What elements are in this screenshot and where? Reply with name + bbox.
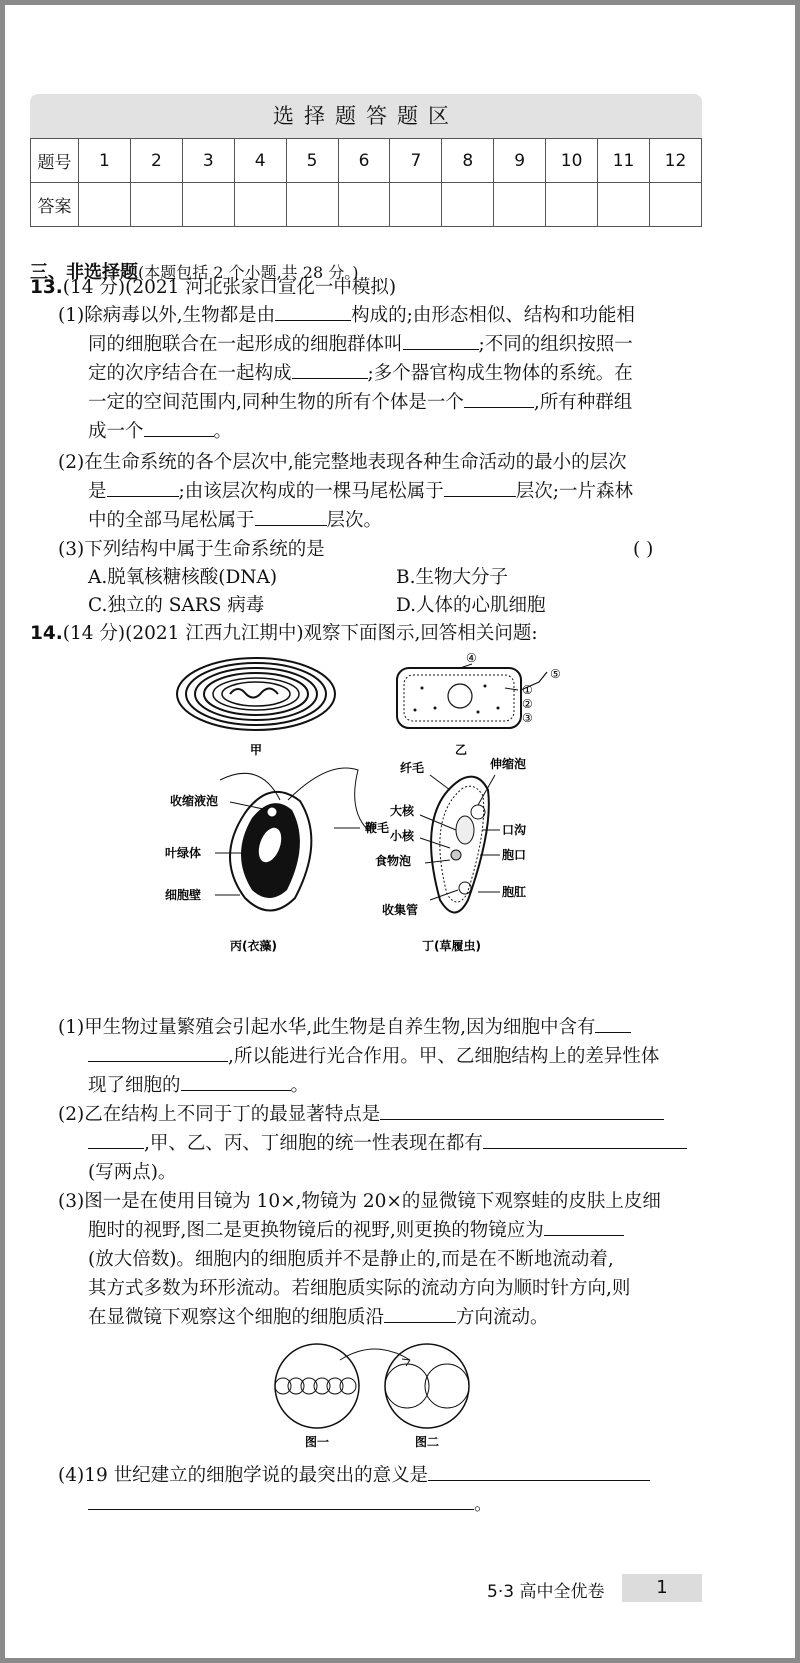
answer-blank[interactable] xyxy=(444,478,516,497)
q14-p1-line2 xyxy=(88,1042,659,1071)
book-title: 5·3 高中全优卷 xyxy=(487,1582,605,1602)
label-shensuopao: 伸缩泡 xyxy=(490,757,527,771)
text: 。 xyxy=(213,421,233,442)
q13-p1-line5 xyxy=(88,417,232,446)
label-baokou: 胞口 xyxy=(502,848,527,862)
label-shiwupao: 食物泡 xyxy=(375,854,412,868)
text: 中的全部马尾松属于 xyxy=(88,510,255,531)
option-a: A.脱氧核糖核酸(DNA) xyxy=(88,567,278,588)
label-n1: ① xyxy=(522,683,533,697)
text: (1)除病毒以外,生物都是由 xyxy=(58,305,276,326)
label-yi: 乙 xyxy=(455,743,468,757)
qnum-cell: 5 xyxy=(286,139,338,183)
label-xibaobi: 细胞壁 xyxy=(165,888,202,902)
label-fig2: 图二 xyxy=(415,1435,440,1448)
figure-ding xyxy=(375,756,526,953)
text: ,甲、乙、丙、丁细胞的统一性表现在都有 xyxy=(144,1133,483,1154)
answer-cell[interactable] xyxy=(286,183,338,227)
answer-blank[interactable] xyxy=(464,389,534,408)
q13-p2-line3 xyxy=(88,506,382,535)
text: ;不同的组织按照一 xyxy=(478,334,633,355)
option-c: C.独立的 SARS 病毒 xyxy=(88,595,265,616)
q14-p4-line2 xyxy=(88,1490,493,1519)
q14-number: 14. xyxy=(30,623,63,644)
microscope-figures xyxy=(270,1338,500,1448)
row-label: 题号 xyxy=(31,139,79,183)
q14-header xyxy=(30,619,538,648)
qnum-cell: 2 xyxy=(130,139,182,183)
label-n4: ④ xyxy=(466,651,477,665)
q13-p3-answer-paren[interactable]: ( ) xyxy=(633,539,654,560)
q13-header xyxy=(30,273,396,302)
q13-p3-stem: (3)下列结构中属于生命系统的是 xyxy=(58,539,325,560)
answer-cell[interactable] xyxy=(234,183,286,227)
answer-blank[interactable] xyxy=(428,1462,650,1481)
label-yelvti: 叶绿体 xyxy=(165,846,202,860)
q14-p1-line3 xyxy=(88,1071,309,1100)
label-dahe: 大核 xyxy=(390,804,415,818)
figure-yi xyxy=(397,651,561,757)
text: 一定的空间范围内,同种生物的所有个体是一个 xyxy=(88,392,464,413)
label-n3: ③ xyxy=(522,711,533,725)
q13-p1-line1 xyxy=(58,301,635,330)
q14-p2-line2 xyxy=(88,1129,687,1158)
answer-cell[interactable] xyxy=(130,183,182,227)
figure-bing xyxy=(165,768,389,953)
label-jia: 甲 xyxy=(250,743,263,757)
answer-blank[interactable] xyxy=(181,1072,291,1091)
answer-cell[interactable] xyxy=(390,183,442,227)
qnum-cell: 3 xyxy=(182,139,234,183)
text: 是 xyxy=(88,481,107,502)
label-fig1: 图一 xyxy=(305,1435,330,1448)
section-note: (本题包括 2 个小题,共 28 分。) xyxy=(138,263,359,282)
answer-blank[interactable] xyxy=(292,360,368,379)
label-n2: ② xyxy=(522,697,533,711)
label-baogang: 胞肛 xyxy=(502,885,527,899)
qnum-cell: 11 xyxy=(598,139,650,183)
figure-jia xyxy=(177,658,335,757)
qnum-cell: 8 xyxy=(442,139,494,183)
answer-blank[interactable] xyxy=(88,1130,144,1149)
q14-p3-line2 xyxy=(88,1216,624,1245)
qnum-cell: 6 xyxy=(338,139,390,183)
text: 现了细胞的 xyxy=(88,1075,181,1096)
label-bianmao: 鞭毛 xyxy=(365,821,390,835)
answer-cell[interactable] xyxy=(598,183,650,227)
label-xianmao: 纤毛 xyxy=(400,761,425,775)
q14-p4-line1 xyxy=(58,1461,650,1490)
text: 定的次序结合在一起构成 xyxy=(88,363,292,384)
answer-cell[interactable] xyxy=(546,183,598,227)
answer-blank[interactable] xyxy=(384,1304,456,1323)
q13-number: 13. xyxy=(30,277,63,298)
text: ;由该层次构成的一棵马尾松属于 xyxy=(178,481,444,502)
qnum-cell: 4 xyxy=(234,139,286,183)
q13-p1-line2 xyxy=(88,330,633,359)
label-kougou: 口沟 xyxy=(502,823,527,837)
text: 层次。 xyxy=(326,510,383,531)
q14-p3-line1: (3)图一是在使用目镜为 10×,物镜为 20×的显微镜下观察蛙的皮肤上皮细 xyxy=(58,1191,661,1212)
qnum-cell: 12 xyxy=(649,139,701,183)
answer-blank[interactable] xyxy=(275,302,351,321)
qnum-cell: 10 xyxy=(546,139,598,183)
answer-cell[interactable] xyxy=(494,183,546,227)
text: (2)乙在结构上不同于丁的最显著特点是 xyxy=(58,1104,381,1125)
label-shoujiguan: 收集管 xyxy=(382,903,419,917)
text: ,所有种群组 xyxy=(533,392,633,413)
q14-meta: (14 分)(2021 江西九江期中)观察下面图示,回答相关问题: xyxy=(62,623,538,644)
q13-p1-line3 xyxy=(88,359,633,388)
figure-view-2 xyxy=(385,1344,469,1448)
text: 构成的;由形态相似、结构和功能相 xyxy=(351,305,635,326)
answer-blank[interactable] xyxy=(144,418,214,437)
answer-blank[interactable] xyxy=(255,507,327,526)
answer-cell[interactable] xyxy=(649,183,701,227)
question-number-row xyxy=(31,139,702,183)
q14-p3-line4: 其方式多数为环形流动。若细胞质实际的流动方向为顺时针方向,则 xyxy=(88,1278,631,1299)
answer-blank[interactable] xyxy=(403,331,479,350)
answer-blank[interactable] xyxy=(544,1217,624,1236)
answer-blank[interactable] xyxy=(107,478,179,497)
answer-blank[interactable] xyxy=(88,1043,228,1062)
q14-p3-line3: (放大倍数)。细胞内的细胞质并不是静止的,而是在不断地流动着, xyxy=(88,1249,614,1270)
text: 层次;一片森林 xyxy=(515,481,633,502)
answer-blank[interactable] xyxy=(483,1130,687,1149)
option-b: B.生物大分子 xyxy=(396,567,508,588)
cell-figures xyxy=(160,650,610,1020)
answer-cell[interactable] xyxy=(182,183,234,227)
answer-cell[interactable] xyxy=(442,183,494,227)
label-xiaohe: 小核 xyxy=(390,829,415,843)
q13-p1-line4 xyxy=(88,388,632,417)
q13-p2-line2 xyxy=(88,477,633,506)
label-ding: 丁(草履虫) xyxy=(422,939,481,953)
label-n5: ⑤ xyxy=(550,667,561,681)
text: 方向流动。 xyxy=(456,1307,549,1328)
text: ;多个器官构成生物体的系统。在 xyxy=(367,363,633,384)
label-shousuo: 收缩液泡 xyxy=(170,794,219,808)
qnum-cell: 7 xyxy=(390,139,442,183)
answer-blank[interactable] xyxy=(88,1491,474,1510)
answer-cell[interactable] xyxy=(79,183,131,227)
page-number: 1 xyxy=(622,1574,702,1602)
q13-meta: (14 分)(2021 河北张家口宣化一中模拟) xyxy=(62,277,397,298)
text: (4)19 世纪建立的细胞学说的最突出的意义是 xyxy=(58,1465,429,1486)
figure-view-1 xyxy=(275,1344,410,1448)
answer-blank[interactable] xyxy=(380,1101,664,1120)
q13-p2-line1: (2)在生命系统的各个层次中,能完整地表现各种生命活动的最小的层次 xyxy=(58,452,627,473)
row-label: 答案 xyxy=(31,183,79,227)
text: (1)甲生物过量繁殖会引起水华,此生物是自养生物,因为细胞中含有 xyxy=(58,1017,596,1038)
section-title: 三、非选择题 xyxy=(30,262,138,283)
answer-row xyxy=(31,183,702,227)
q14-p3-line5 xyxy=(88,1303,549,1332)
text: 胞时的视野,图二是更换物镜后的视野,则更换的物镜应为 xyxy=(88,1220,544,1241)
q14-p2-line3: (写两点)。 xyxy=(88,1162,177,1183)
q14-p1-line1 xyxy=(58,1013,631,1042)
text: 成一个 xyxy=(88,421,144,442)
label-bing: 丙(衣藻) xyxy=(230,939,277,953)
qnum-cell: 1 xyxy=(79,139,131,183)
q14-p2-line1 xyxy=(58,1100,664,1129)
text: ,所以能进行光合作用。甲、乙细胞结构上的差异性体 xyxy=(228,1046,660,1067)
text: 同的细胞联合在一起形成的细胞群体叫 xyxy=(88,334,403,355)
text: 。 xyxy=(474,1494,493,1515)
answer-blank[interactable] xyxy=(595,1014,631,1033)
answer-area-title: 选择题答题区 xyxy=(30,94,702,138)
text: 在显微镜下观察这个细胞的细胞质沿 xyxy=(88,1307,385,1328)
answer-cell[interactable] xyxy=(338,183,390,227)
qnum-cell: 9 xyxy=(494,139,546,183)
option-d: D.人体的心肌细胞 xyxy=(396,595,546,616)
text: 。 xyxy=(290,1075,310,1096)
answer-grid xyxy=(30,138,702,227)
